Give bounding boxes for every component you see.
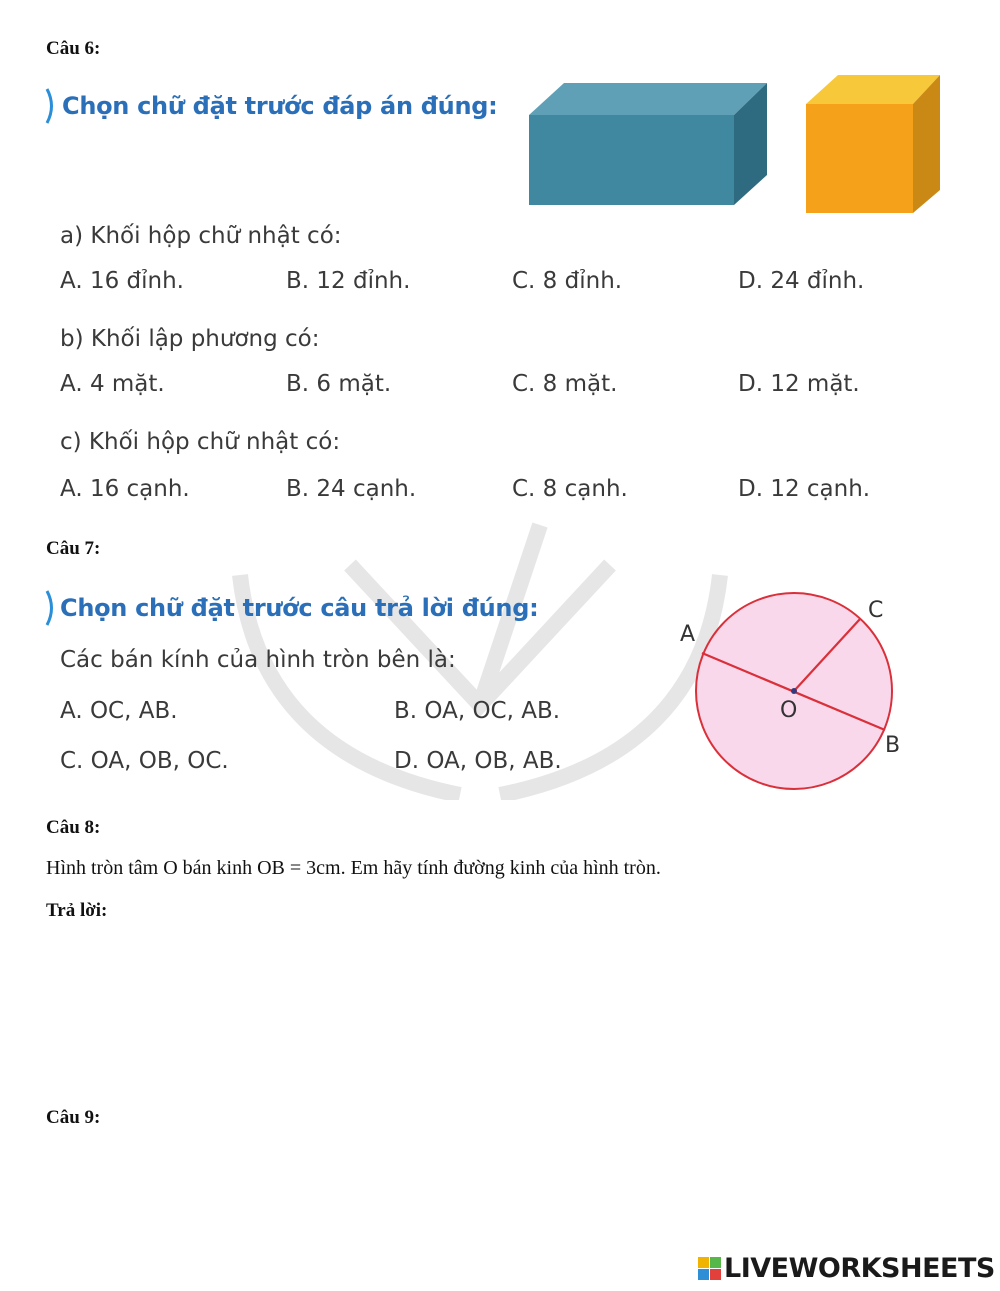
banner-bracket-icon — [44, 86, 58, 126]
question-6-banner: Chọn chữ đặt trước đáp án đúng: — [62, 92, 498, 120]
question-8-title: Câu 8: — [46, 817, 101, 838]
q6b-option-c[interactable]: C. 8 mặt. — [512, 371, 618, 397]
cuboid-illustration — [524, 80, 770, 208]
q7-prompt: Các bán kính của hình tròn bên là: — [60, 647, 456, 673]
q6a-option-b[interactable]: B. 12 đỉnh. — [286, 268, 411, 294]
q6a-option-d[interactable]: D. 24 đỉnh. — [738, 268, 865, 294]
q7-option-a[interactable]: A. OC, AB. — [60, 698, 178, 724]
q6b-option-d[interactable]: D. 12 mặt. — [738, 371, 860, 397]
cube-front-face — [806, 104, 913, 213]
question-6-title: Câu 6: — [46, 38, 101, 59]
q6-part-c-prompt: c) Khối hộp chữ nhật có: — [60, 429, 341, 455]
circle-label-o: O — [780, 698, 798, 723]
question-9-title: Câu 9: — [46, 1107, 101, 1128]
q6c-option-c[interactable]: C. 8 cạnh. — [512, 476, 628, 502]
q7-option-c[interactable]: C. OA, OB, OC. — [60, 748, 229, 774]
cube-illustration — [803, 72, 943, 216]
q6b-option-b[interactable]: B. 6 mặt. — [286, 371, 392, 397]
q6a-option-a[interactable]: A. 16 đỉnh. — [60, 268, 184, 294]
q6b-option-a[interactable]: A. 4 mặt. — [60, 371, 165, 397]
q6a-option-c[interactable]: C. 8 đỉnh. — [512, 268, 623, 294]
q7-option-b[interactable]: B. OA, OC, AB. — [394, 698, 561, 724]
cuboid-front-face — [529, 115, 734, 205]
question-7-banner: Chọn chữ đặt trước câu trả lời đúng: — [60, 594, 539, 622]
question-8-text: Hình tròn tâm O bán kinh OB = 3cm. Em hãy tính đường kinh của hình tròn. — [46, 857, 661, 879]
q6c-option-d[interactable]: D. 12 cạnh. — [738, 476, 871, 502]
answer-label: Trả lời: — [46, 900, 108, 921]
cuboid-top-face — [529, 83, 767, 115]
q6c-option-b[interactable]: B. 24 cạnh. — [286, 476, 417, 502]
center-point — [791, 688, 797, 694]
q7-option-d[interactable]: D. OA, OB, AB. — [394, 748, 562, 774]
circle-label-c: C — [868, 598, 884, 623]
question-7-title: Câu 7: — [46, 538, 101, 559]
answer-area[interactable] — [46, 930, 946, 1080]
q6-part-b-prompt: b) Khối lập phương có: — [60, 326, 320, 352]
liveworksheets-logo-text[interactable]: LIVEWORKSHEETS — [724, 1253, 995, 1284]
liveworksheets-logo-icon — [698, 1257, 722, 1281]
circle-label-a: A — [680, 622, 696, 647]
q6-part-a-prompt: a) Khối hộp chữ nhật có: — [60, 223, 342, 249]
q6c-option-a[interactable]: A. 16 cạnh. — [60, 476, 190, 502]
circle-diagram — [670, 585, 930, 800]
circle-label-b: B — [885, 733, 901, 758]
banner-bracket-icon — [44, 588, 58, 628]
